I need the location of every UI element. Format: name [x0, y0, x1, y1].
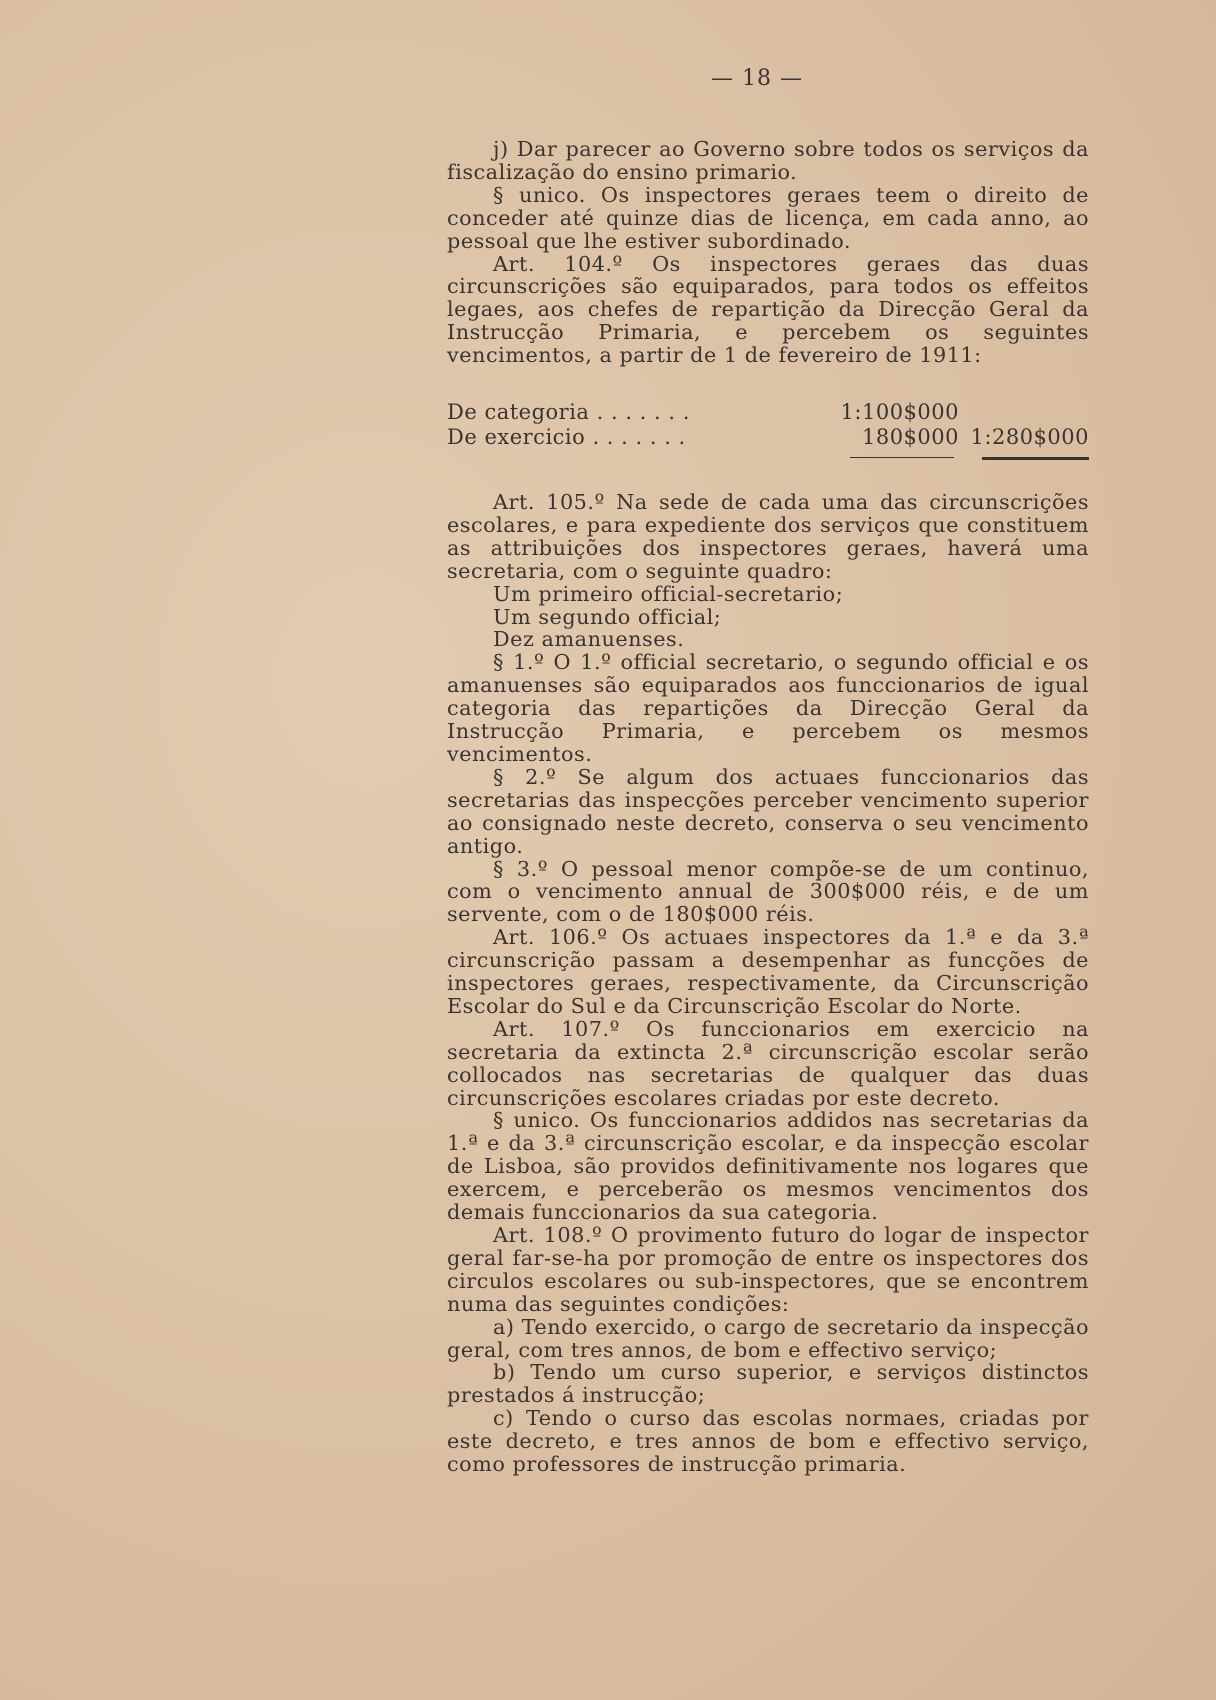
list-item: Dez amanuenses.	[493, 627, 685, 652]
salary-value: 1:100$000	[840, 400, 959, 424]
paragraph: § unico. Os funccionarios addidos nas secretarias da 1.ª e da 3.ª circunscrição escolar, e da inspecção escolar de Lisboa, são providos definitivamente nos logares que exercem, e perceberão os mesmos vencimentos dos demais funccionarios da sua categoria.	[447, 1108, 1089, 1225]
salary-value: 180$000	[861, 425, 959, 449]
paragraph: § unico. Os inspectores geraes teem o direito de conceder até quinze dias de licença, em cada anno, ao pessoal que lhe estiver subordinado.	[447, 182, 1089, 253]
paragraph: § 3.º O pessoal menor compõe-se de um continuo, com o vencimento annual de 300$000 réis, e de um servente, com o de 180$000 réis.	[447, 856, 1089, 927]
sum-rule	[850, 457, 954, 458]
paragraph: b) Tendo um curso superior, e serviços distinctos prestados á instrucção;	[447, 1360, 1089, 1408]
paragraph: j) Dar parecer ao Governo sobre todos os serviços da fiscalização do ensino primario.	[447, 137, 1089, 184]
salary-row	[447, 400, 1089, 424]
paragraph: Art. 105.º Na sede de cada uma das circunscrições escolares, e para expediente dos serviços que constituem as attribuições dos inspectores geraes, haverá uma secretaria, com o seguinte quadro:	[447, 490, 1089, 583]
salary-row	[447, 425, 1089, 449]
list-item: Um segundo official;	[493, 604, 722, 629]
salary-label: De categoria . . . . . . .	[447, 400, 690, 424]
total-rule	[982, 457, 1089, 460]
paragraph: Art. 106.º Os actuaes inspectores da 1.ª e da 3.ª circunscrição passam a desempenhar as funcções de inspectores geraes, respectivamente, da Circunscrição Escolar do Sul e da Circunscrição Escolar do Norte.	[447, 925, 1089, 1018]
paragraph: a) Tendo exercido, o cargo de secretario da inspecção geral, com tres annos, de bom e effectivo serviço;	[447, 1314, 1089, 1362]
page-number: — 18 —	[711, 66, 803, 91]
paragraph: § 2.º Se algum dos actuaes funccionarios das secretarias das inspecções perceber vencimento superior ao consignado neste decreto, conserva o seu vencimento antigo.	[447, 764, 1089, 858]
paragraph: Art. 107.º Os funccionarios em exercicio na secretaria da extincta 2.ª circunscrição escolar serão collocados nas secretarias de qualquer das duas circunscrições escolares criadas por este decreto.	[447, 1016, 1089, 1110]
list-item: Um primeiro official-secretario;	[493, 581, 844, 606]
paragraph: § 1.º O 1.º official secretario, o segundo official e os amanuenses são equiparados aos funccionarios de igual categoria das repartições da Direcção Geral da Instrucção Primaria, e percebem os mesmos vencimentos.	[447, 650, 1089, 766]
paragraph: Art. 104.º Os inspectores geraes das duas circunscrições são equiparados, para todos os effeitos legaes, aos chefes de repartição da Direcção Geral da Instrucção Primaria, e percebem os seguintes vencimentos, a partir de 1 de fevereiro de 1911:	[447, 251, 1089, 368]
salary-label: De exercicio . . . . . . .	[447, 425, 686, 449]
paragraph: c) Tendo o curso das escolas normaes, criadas por este decreto, e tres annos de bom e effectivo serviço, como professores de instrucção primaria.	[447, 1406, 1089, 1477]
body-text-top	[447, 138, 1089, 367]
paragraph: Art. 108.º O provimento futuro do logar de inspector geral far-se-ha por promoção de entre os inspectores dos circulos escolares ou sub-inspectores, que se encontrem numa das seguintes condições:	[447, 1223, 1089, 1316]
body-text-bottom	[447, 491, 1089, 1476]
salary-total: 1:280$000	[970, 425, 1089, 449]
